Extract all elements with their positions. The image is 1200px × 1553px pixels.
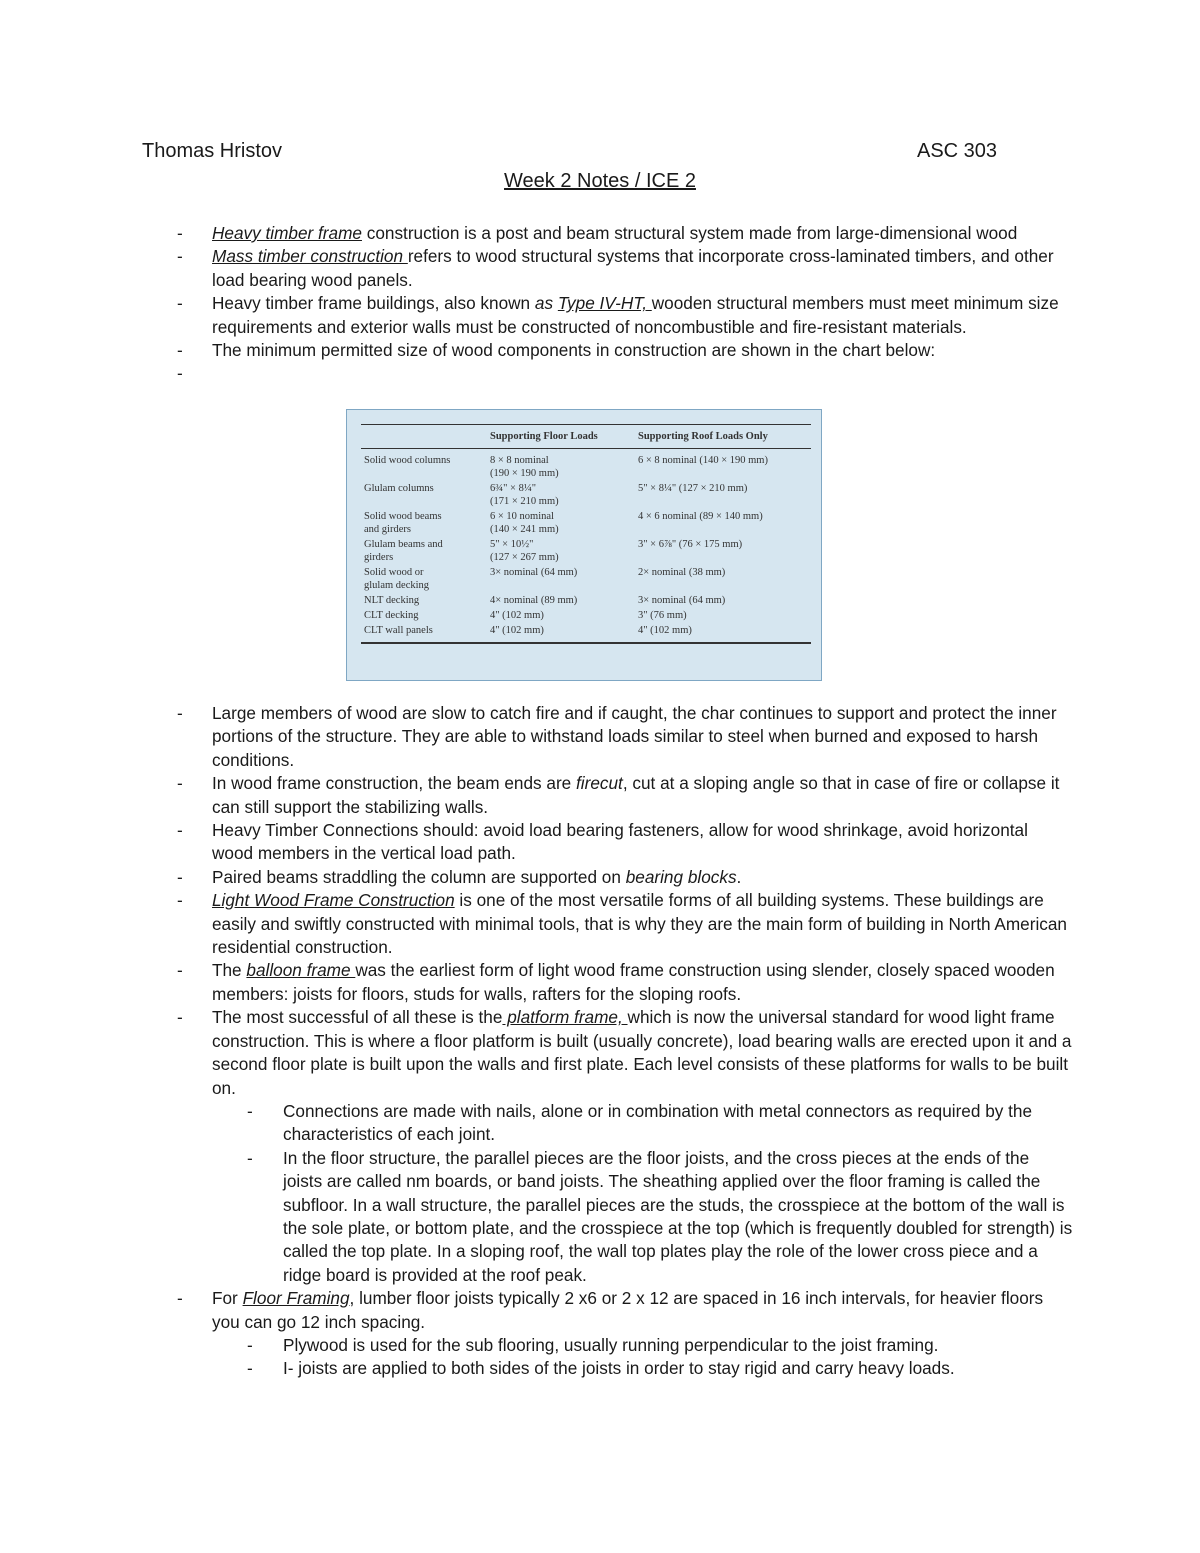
table-cell: 4 × 6 nominal (89 × 140 mm) <box>638 511 763 522</box>
bullet-text: was the earliest form of light wood frame construction using slender, closely spaced wooden members: joists for floors, studs for walls, rafters for the sloping roofs. <box>212 960 1055 1004</box>
term-italic: bearing blocks <box>625 866 737 887</box>
bullet-dash: - <box>177 363 183 384</box>
bullet-dash: - <box>177 246 183 267</box>
bullet-text: The <box>212 960 247 981</box>
bullet-item <box>0 339 1072 362</box>
bullet-dash: - <box>177 773 183 794</box>
bullet-dash: - <box>247 1358 253 1379</box>
bullet-dash: - <box>177 340 183 361</box>
bullet-text: , cut at a sloping angle so that in case of fire or collapse it can still support the stabilizing walls. <box>212 773 1060 817</box>
sub-bullet-item <box>0 1334 1073 1357</box>
bullet-text: which is now the universal standard for wood light frame construction. This is where a floor platform is built (usually concrete), load bearing walls are erected upon it and a second floor plate is built upon the walls and first plate. Each level consists of these platforms for walls to be built on. <box>212 1007 1072 1098</box>
bullet-text: refers to wood structural systems that incorporate cross-laminated timbers, and other load bearing wood panels. <box>212 246 1054 290</box>
table-cell: 4× nominal (89 mm) <box>490 595 578 606</box>
table-row <box>361 449 811 482</box>
term-underlined: Heavy timber frame <box>212 223 362 243</box>
table-cell: Solid wood columns <box>364 455 451 466</box>
term-underlined: Light Wood Frame Construction <box>212 890 455 911</box>
bullet-text: Plywood is used for the sub flooring, usually running perpendicular to the joist framing. <box>283 1334 939 1355</box>
bullet-text: The minimum permitted size of wood components in construction are shown in the chart below: <box>212 340 936 361</box>
table-cell: 5" × 10½" (127 × 267 mm) <box>490 539 559 563</box>
term-underlined: Floor Framing <box>242 1288 350 1309</box>
table-cell: 6¾" × 8¼" (171 × 210 mm) <box>490 483 559 507</box>
size-requirements-table-image <box>346 409 822 681</box>
sub-bullet-item <box>0 1147 1073 1287</box>
size-requirements-table <box>361 424 811 644</box>
table-row <box>361 509 811 537</box>
term-underlined: Mass timber construction <box>212 246 408 267</box>
page-title-text: Week 2 Notes / ICE 2 <box>504 170 696 192</box>
table-cell: 8 × 8 nominal (190 × 190 mm) <box>490 455 559 479</box>
table-cell: 3× nominal (64 mm) <box>490 567 578 578</box>
table-cell: 3× nominal (64 mm) <box>638 595 726 606</box>
bullet-dash: - <box>247 1147 253 1168</box>
bullet-item <box>0 362 1072 385</box>
sub-bullet-item <box>0 1100 1073 1147</box>
table-cell: 4" (102 mm) <box>635 623 811 643</box>
bullet-text: The most successful of all these is the <box>212 1007 503 1028</box>
bullet-dash: - <box>177 1007 183 1028</box>
table-cell: 2× nominal (38 mm) <box>638 567 726 578</box>
bullet-dash: - <box>177 820 183 841</box>
sub-bullet-item <box>0 1357 1073 1380</box>
bullet-dash: - <box>177 890 183 911</box>
table-row <box>361 608 811 623</box>
bullet-dash: - <box>247 1334 253 1355</box>
table-row <box>361 537 811 565</box>
bullet-item <box>0 959 1072 1006</box>
table-header-row <box>361 425 811 449</box>
bullet-text: Heavy Timber Connections should: avoid load bearing fasteners, allow for wood shrinkage, avoid horizontal wood members in the vertical load path. <box>212 820 1028 864</box>
bullet-text: In the floor structure, the parallel pieces are the floor joists, and the cross pieces at the ends of the joists are called nm boards, or band joists. The sheathing applied over the floor framing is called the subfloor. In a wall structure, the parallel pieces are the studs, the crosspiece at the bottom of the wall is the sole plate, or bottom plate, and the crosspiece at the top (which is frequently doubled for strength) is called the top plate. In a sloping roof, the wall top plates play the role of the lower cross piece and a ridge board is provided at the roof peak. <box>283 1147 1073 1285</box>
bullet-item <box>0 819 1072 866</box>
bullet-dash: - <box>177 866 183 887</box>
bullet-dash: - <box>177 293 183 314</box>
bullet-text: In wood frame construction, the beam ends are <box>212 773 577 794</box>
table-cell: CLT wall panels <box>361 623 487 643</box>
table-cell: 4" (102 mm) <box>490 610 544 621</box>
table-header-cell <box>361 425 487 449</box>
table-cell: 6 × 8 nominal (140 × 190 mm) <box>638 455 768 466</box>
table-row <box>361 481 811 509</box>
course-code: ASC 303 <box>917 140 998 162</box>
bullet-item <box>0 245 1072 292</box>
table-row <box>361 565 811 593</box>
term-italic: firecut <box>576 773 623 794</box>
bullet-item <box>0 702 1072 772</box>
bullet-text: I- joists are applied to both sides of the joists in order to stay rigid and carry heavy loads. <box>283 1358 955 1379</box>
bullet-text: Connections are made with nails, alone or in combination with metal connectors as required by the characteristics of each joint. <box>283 1100 1033 1145</box>
table-cell: Glulam columns <box>364 483 434 494</box>
bullet-text: . <box>736 866 742 887</box>
bullet-dash: - <box>247 1100 253 1121</box>
bullet-dash: - <box>177 703 183 723</box>
table-cell: 5" × 8¼" (127 × 210 mm) <box>638 483 748 494</box>
table-cell: 4" (102 mm) <box>487 623 635 643</box>
table-cell: Solid wood or glulam decking <box>364 567 430 591</box>
bullet-text: construction is a post and beam structural system made from large-dimensional wood <box>361 223 1018 243</box>
term-underlined: balloon frame <box>246 960 356 981</box>
page-title <box>0 170 1200 193</box>
bullet-text: , lumber floor joists typically 2 x6 or 2 x 12 are spaced in 16 inch intervals, for heavier floors you can go 12 inch spacing. <box>212 1288 1044 1332</box>
bullet-item <box>0 292 1072 339</box>
bullet-text: is one of the most versatile forms of all building systems. These buildings are easily and swiftly constructed with minimal tools, that is why they are the main form of building in North American residential construction. <box>212 890 1067 958</box>
bullet-text: Paired beams straddling the column are supported on <box>212 866 626 887</box>
author-name: Thomas Hristov <box>142 140 283 162</box>
term-underlined: Type IV-HT, <box>557 293 652 314</box>
term-underlined: platform frame, <box>502 1007 628 1028</box>
bullet-item <box>0 1006 1072 1100</box>
notes-list-bottom <box>0 702 1200 1381</box>
notes-list-top <box>0 222 1200 386</box>
table-cell: 3" × 6⅞" (76 × 175 mm) <box>638 539 743 550</box>
table-cell: Glulam beams and girders <box>364 539 443 563</box>
bullet-text: For <box>212 1288 243 1309</box>
table-cell: Solid wood beams and girders <box>364 511 442 535</box>
table-row <box>361 623 811 643</box>
table-header-cell: Supporting Floor Loads <box>487 425 635 449</box>
bullet-text: Heavy timber frame buildings, also known <box>212 293 535 314</box>
bullet-text: Large members of wood are slow to catch fire and if caught, the char continues to support and protect the inner portions of the structure. They are able to withstand loads similar to steel when burned and exposed to harsh conditions. <box>212 703 1057 770</box>
bullet-item <box>0 1287 1072 1334</box>
table-cell: 6 × 10 nominal (140 × 241 mm) <box>490 511 559 535</box>
table-cell: NLT decking <box>364 595 420 606</box>
bullet-item <box>0 222 1072 245</box>
bullet-dash: - <box>177 223 183 243</box>
term-italic: as <box>534 293 558 314</box>
table-header-cell: Supporting Roof Loads Only <box>635 425 811 449</box>
bullet-dash: - <box>177 1288 183 1309</box>
bullet-dash: - <box>177 960 183 981</box>
bullet-item <box>0 889 1072 959</box>
table-row <box>361 593 811 608</box>
table-cell: CLT decking <box>364 610 419 621</box>
bullet-item <box>0 866 1072 889</box>
bullet-text: wooden structural members must meet minimum size requirements and exterior walls must be constructed of noncombustible and fire-resistant materials. <box>212 293 1059 337</box>
table-cell: 3" (76 mm) <box>638 610 687 621</box>
bullet-item <box>0 772 1072 819</box>
